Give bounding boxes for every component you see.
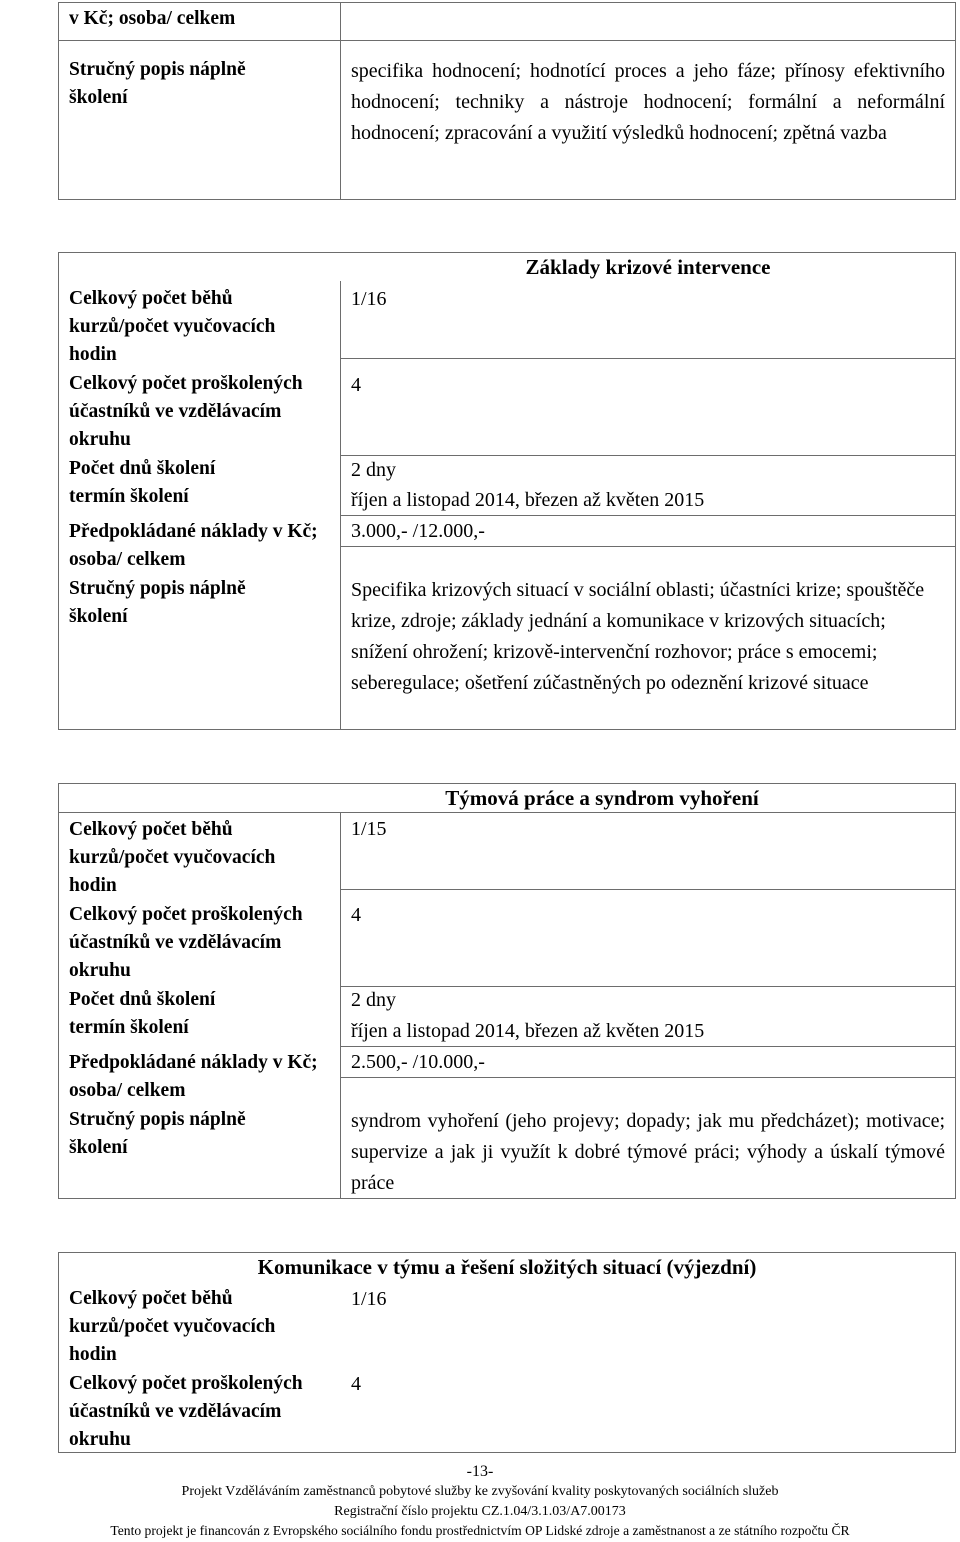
term-label: termín školení bbox=[69, 486, 189, 507]
description-label: Stručný popis náplně školení bbox=[69, 59, 246, 108]
costs-label: Předpokládané náklady v Kč; osoba/ celkem bbox=[69, 1052, 318, 1101]
days-label: Počet dnů školení bbox=[69, 989, 216, 1010]
days-value: 2 dny bbox=[351, 989, 396, 1011]
runs-hours-value: 1/15 bbox=[351, 818, 387, 840]
term-label: termín školení bbox=[69, 1017, 189, 1038]
participants-value: 4 bbox=[351, 374, 361, 396]
days-label: Počet dnů školení bbox=[69, 458, 216, 479]
term-value: říjen a listopad 2014, březen až květen 2015 bbox=[351, 1020, 705, 1042]
table-course-teamwork-burnout bbox=[58, 783, 956, 1199]
description-value: Specifika krizových situací v sociální oblasti; účastníci krize; spouštěče krize, zdroje; základy jednání a komunikace v krizových situacích; snížení ohrožení; krizově-intervenční rozhovor; práce s emocemi; seberegulace; ošetření zúčastněných po odeznění krizové situace bbox=[351, 579, 925, 694]
days-value: 2 dny bbox=[351, 459, 396, 481]
page-number: -13- bbox=[466, 1463, 494, 1480]
description-value: syndrom vyhoření (jeho projevy; dopady; jak mu předcházet); motivace; supervize a jak ji využít k dobré týmové práci; výhody a úskalí týmové práce bbox=[351, 1110, 945, 1194]
table-course-crisis-intervention bbox=[58, 252, 956, 730]
runs-hours-value: 1/16 bbox=[351, 288, 387, 310]
footer-project-name: Projekt Vzděláváním zaměstnanců pobytové služby ke zvyšování kvality poskytovaných sociálních služeb bbox=[181, 1484, 779, 1499]
costs-value: 2.500,- /10.000,- bbox=[351, 1051, 485, 1073]
costs-label: Předpokládané náklady v Kč; osoba/ celkem bbox=[69, 521, 318, 570]
table-course-team-communication bbox=[58, 1252, 956, 1453]
term-value: říjen a listopad 2014, březen až květen 2015 bbox=[351, 489, 705, 511]
participants-label: Celkový počet proškolených účastníků ve vzdělávacím okruhu bbox=[69, 904, 303, 981]
runs-hours-label: Celkový počet běhů kurzů/počet vyučovacích hodin bbox=[69, 1288, 276, 1365]
description-label: Stručný popis náplně školení bbox=[69, 578, 246, 627]
course-title: Základy krizové intervence bbox=[525, 255, 771, 279]
description-label: Stručný popis náplně školení bbox=[69, 1109, 246, 1158]
participants-value: 4 bbox=[351, 1373, 361, 1395]
footer-registration-number: Registrační číslo projektu CZ.1.04/3.1.03/A7.00173 bbox=[334, 1504, 626, 1519]
course-title: Týmová práce a syndrom vyhoření bbox=[445, 786, 759, 810]
table-previous-course bbox=[58, 2, 956, 200]
participants-label: Celkový počet proškolených účastníků ve vzdělávacím okruhu bbox=[69, 373, 303, 450]
runs-hours-label: Celkový počet běhů kurzů/počet vyučovacích hodin bbox=[69, 819, 276, 896]
costs-label: v Kč; osoba/ celkem bbox=[69, 8, 236, 29]
footer-funding-note: Tento projekt je financován z Evropského sociálního fondu prostřednictvím OP Lidské zdroje a zaměstnanost a ze státního rozpočtu ČR bbox=[110, 1523, 850, 1538]
costs-value: 3.000,- /12.000,- bbox=[351, 520, 485, 542]
runs-hours-value: 1/16 bbox=[351, 1288, 387, 1310]
course-title: Komunikace v týmu a řešení složitých situací (výjezdní) bbox=[257, 1255, 757, 1279]
runs-hours-label: Celkový počet běhů kurzů/počet vyučovacích hodin bbox=[69, 288, 276, 365]
description-value: specifika hodnocení; hodnotící proces a jeho fáze; přínosy efektivního hodnocení; techniky a nástroje hodnocení; formální a neformální hodnocení; zpracování a využití výsledků hodnocení; zpětná vazba bbox=[351, 60, 945, 144]
participants-label: Celkový počet proškolených účastníků ve vzdělávacím okruhu bbox=[69, 1373, 303, 1450]
participants-value: 4 bbox=[351, 904, 361, 926]
